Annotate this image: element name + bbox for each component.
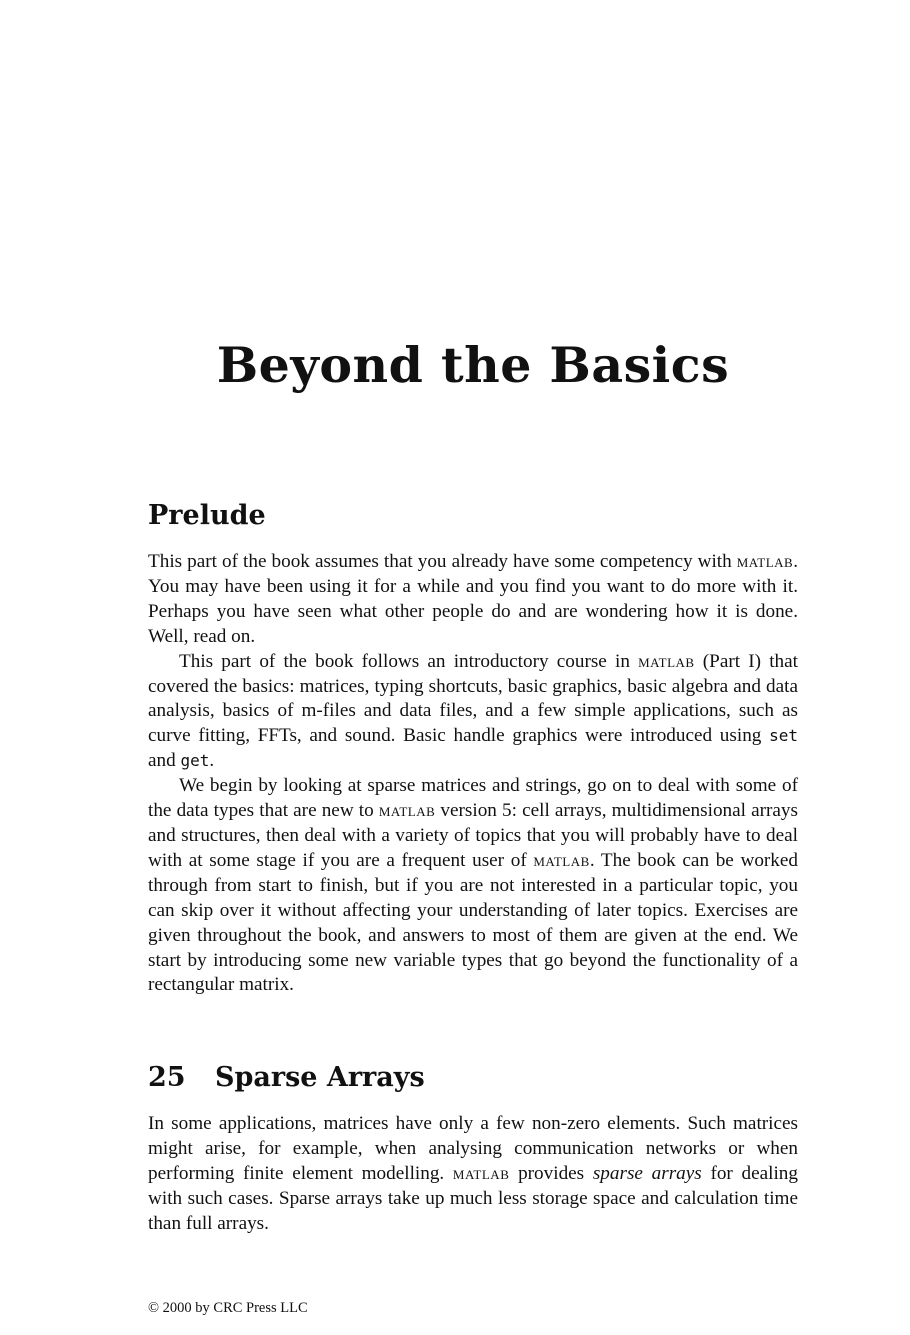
text-run: and [148, 750, 181, 772]
emphasis-sparse-arrays: sparse arrays [592, 1162, 702, 1184]
section-number: 25 [148, 1062, 186, 1093]
prelude-paragraph-2 [148, 650, 798, 775]
section-title: Sparse Arrays [215, 1062, 425, 1093]
matlab-term: matlab [452, 1162, 510, 1184]
text-run: version 5: cell arrays, multidimensional arrays and structures, then deal with a variety of topics that you will probably have to deal with at some stage if you are a frequent user of [148, 800, 798, 871]
text-run: . The book can be worked through from start to finish, but if you are not interested in a particular topic, you can skip over it without affecting your understanding of later topics. Exercises are given throughout the book, and answers to most of them are given at the end. We start by introducing some new variable types that go beyond the functionality of a rectangular matrix. [148, 849, 799, 996]
matlab-term: matlab [378, 800, 436, 822]
text-run: (Part I) that covered the basics: matrices, typing shortcuts, basic graphics, basic algebra and data analysis, basics of m-files and data files, and a few simple applications, such as curve fitting, FFTs, and sound. Basic handle graphics were introduced using [148, 650, 798, 747]
text-run: This part of the book follows an introductory course in [179, 650, 639, 672]
copyright-footer: © 2000 by CRC Press LLC [148, 1300, 308, 1316]
text-run: This part of the book assumes that you already have some competency with [148, 551, 737, 572]
text-run: for dealing with such cases. Sparse arrays take up much less storage space and calculation time than full arrays. [148, 1162, 798, 1234]
section-heading [148, 1062, 798, 1094]
prelude-paragraph-3 [148, 774, 798, 998]
text-run: . You may have been using it for a while and you find you want to do more with it. Perhaps you have seen what other people do and are wondering how it is done. Well, read on. [148, 551, 798, 647]
sparse-arrays-section [148, 1062, 798, 1237]
matlab-term: matlab [638, 650, 695, 672]
code-get: get [180, 751, 210, 771]
code-set: set [769, 726, 798, 746]
matlab-term: matlab [533, 849, 590, 871]
part-title: Beyond the Basics [216, 336, 730, 394]
sparse-paragraph-1 [148, 1112, 798, 1237]
text-run: . [209, 750, 215, 772]
text-run: In some applications, matrices have only a few non-zero elements. Such matrices might arise, for example, when analysing communication networks or when performing finite element modelling. [148, 1113, 798, 1184]
prelude-heading: Prelude [148, 500, 266, 531]
text-run: provides [509, 1162, 593, 1184]
matlab-term: matlab [736, 551, 794, 572]
prelude-paragraph-1 [148, 550, 798, 650]
book-page [148, 0, 798, 1335]
prelude-section [148, 500, 798, 998]
text-run: We begin by looking at sparse matrices and strings, go on to deal with some of the data types that are new to [148, 775, 798, 822]
